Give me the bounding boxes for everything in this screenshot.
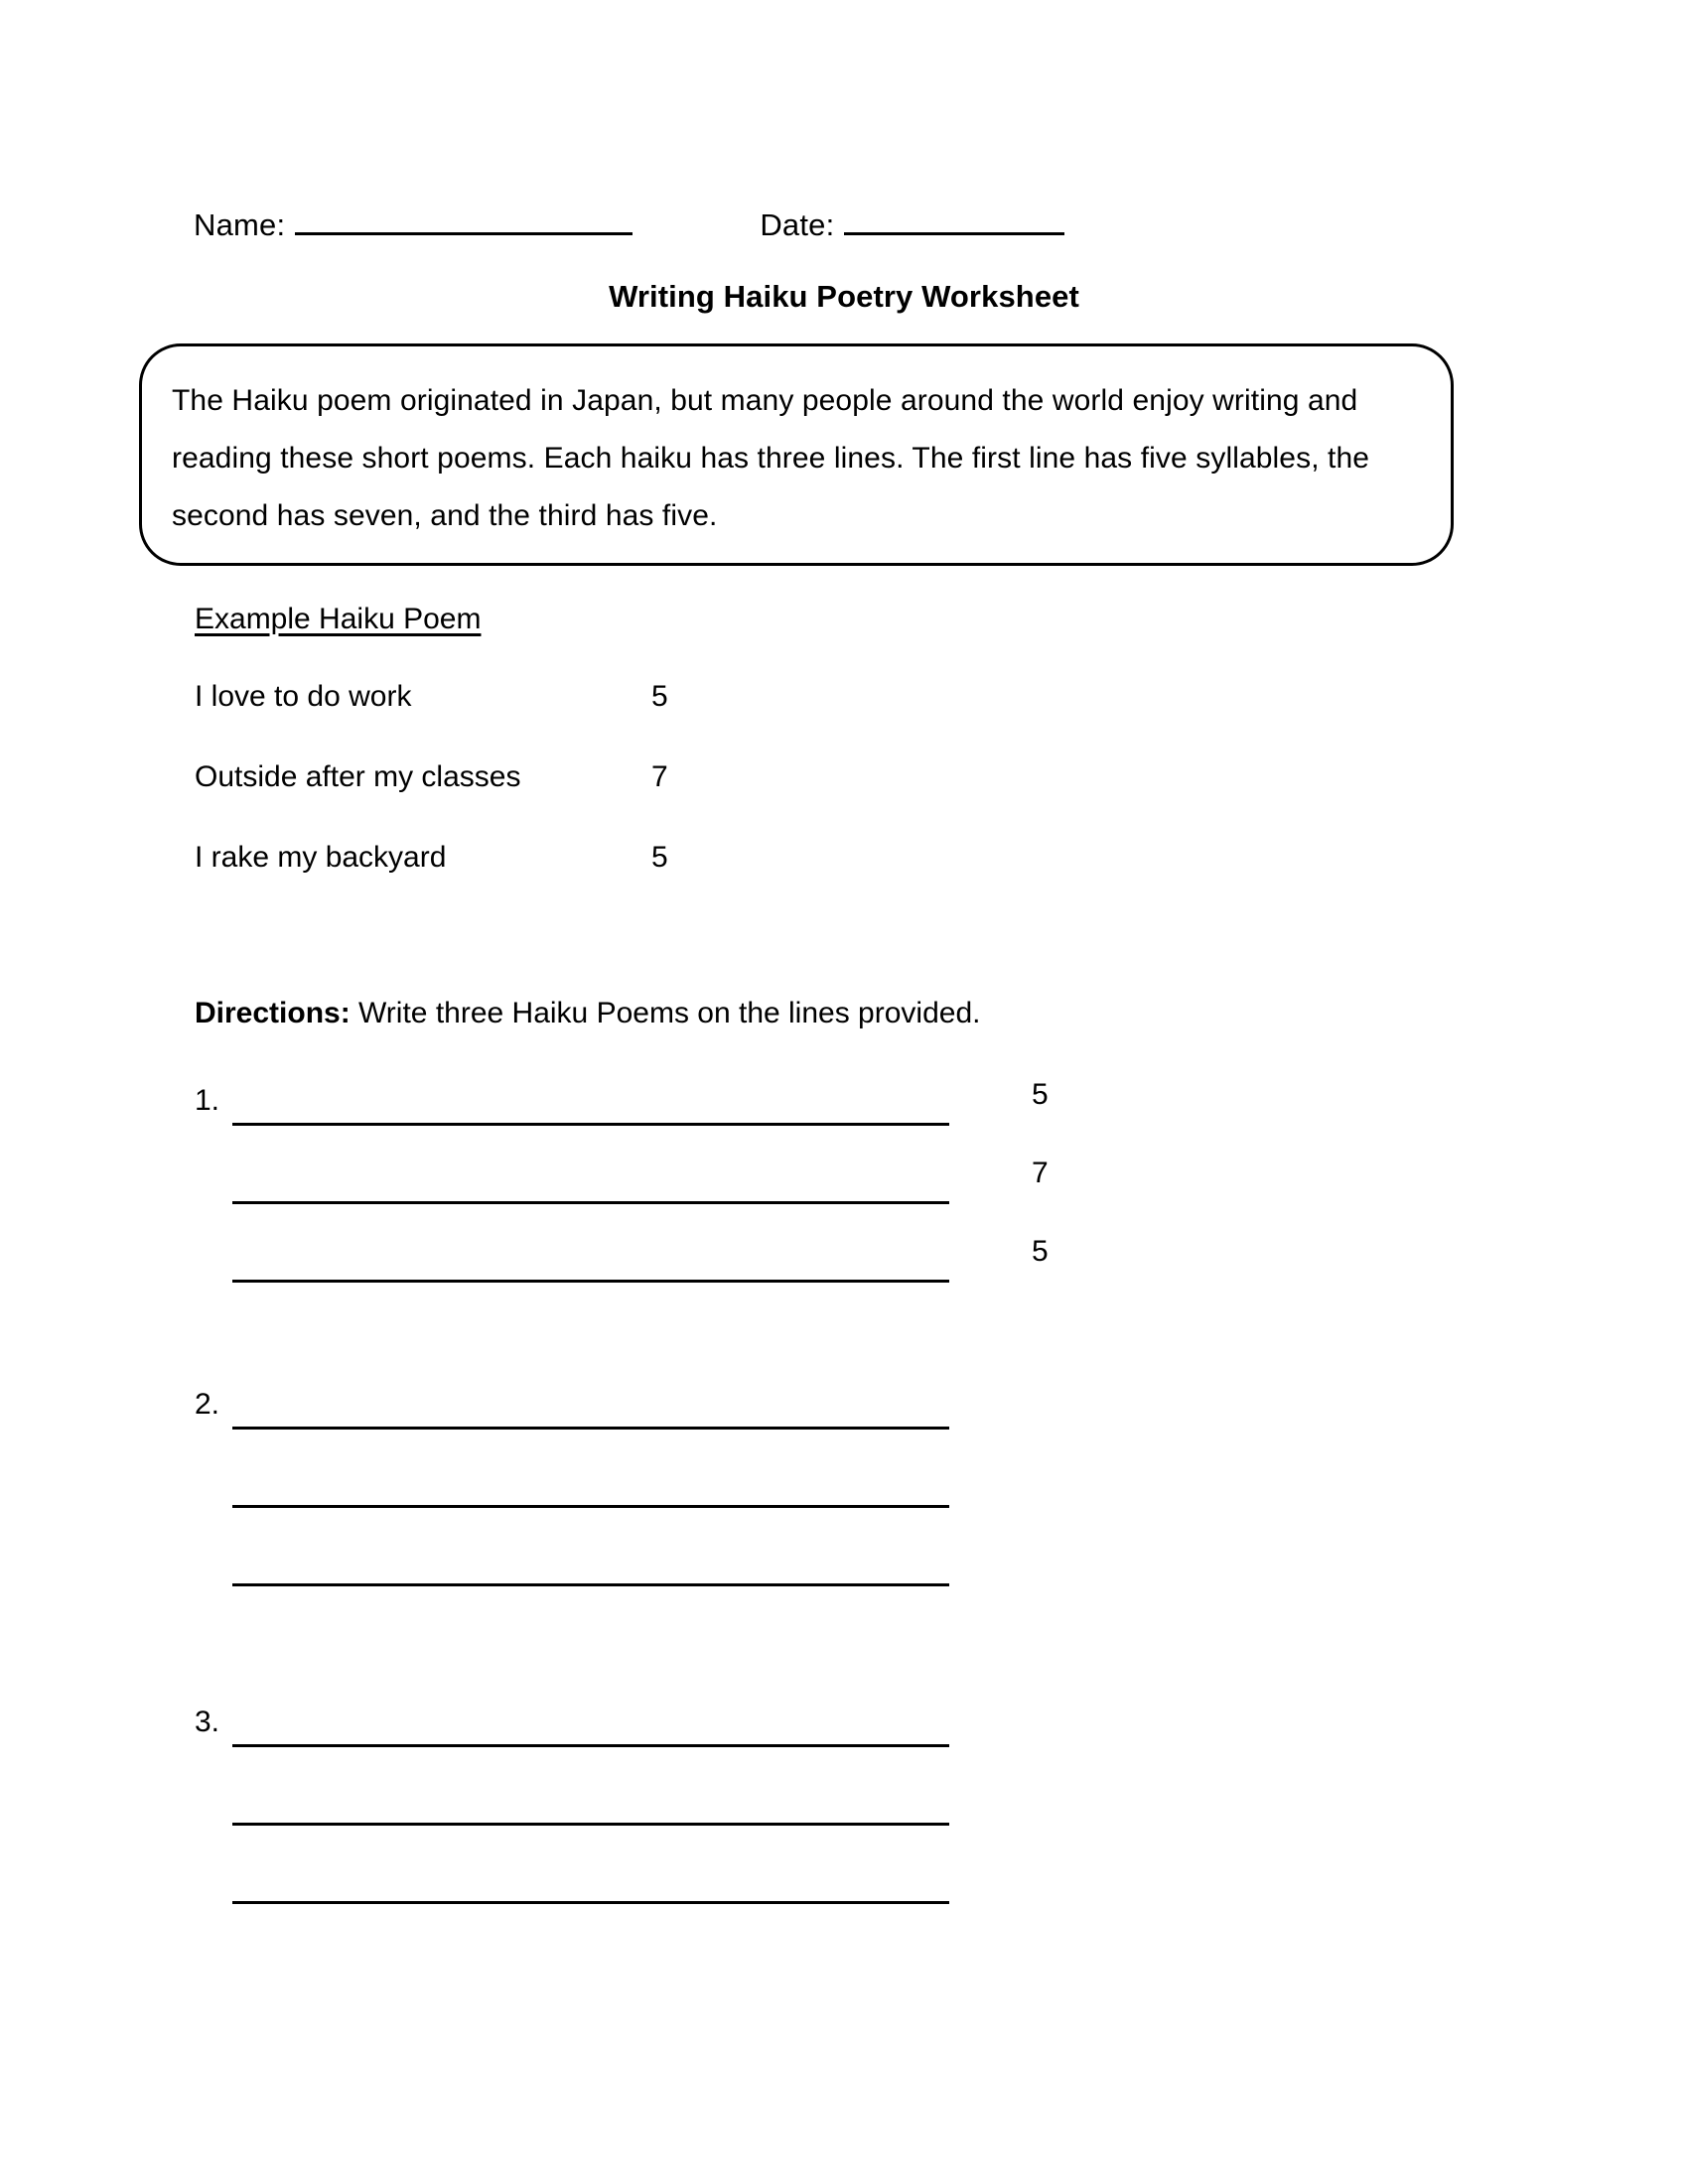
answer-row — [195, 1233, 1346, 1311]
example-poem-line: I rake my backyard — [195, 841, 447, 874]
example-syllable-count: 5 — [651, 841, 668, 874]
intro-paragraph: The Haiku poem originated in Japan, but many people around the world enjoy writing and reading these short poems. Each haiku has three lines. The first line has five syllables, the second has seven, and the third has five. — [172, 384, 1370, 532]
answer-number: 2. — [195, 1388, 220, 1421]
answer-row — [195, 1076, 1346, 1155]
answer-row — [195, 1380, 1346, 1458]
example-poem-list — [195, 680, 890, 921]
name-field-group — [194, 203, 633, 242]
example-poem-row — [195, 680, 890, 760]
intro-callout-box — [139, 343, 1454, 566]
name-input-line[interactable] — [295, 203, 633, 235]
answer-syllable-count: 5 — [1032, 1078, 1049, 1111]
answer-syllable-count: 7 — [1032, 1157, 1049, 1189]
page-title: Writing Haiku Poetry Worksheet — [609, 279, 1079, 314]
answer-write-line[interactable] — [232, 1583, 949, 1586]
directions-body: Write three Haiku Poems on the lines provided. — [350, 997, 981, 1029]
answer-syllable-count: 5 — [1032, 1235, 1049, 1268]
example-poem-line: Outside after my classes — [195, 760, 521, 793]
student-info-header — [194, 195, 1494, 242]
answer-row — [195, 1854, 1346, 1933]
example-poem-row — [195, 760, 890, 841]
directions-text — [195, 996, 980, 1031]
answer-number: 3. — [195, 1706, 220, 1738]
answer-number: 1. — [195, 1084, 220, 1117]
answer-write-line[interactable] — [232, 1280, 949, 1283]
answer-write-line[interactable] — [232, 1201, 949, 1204]
answer-row — [195, 1537, 1346, 1615]
example-poem-row — [195, 841, 890, 921]
date-label: Date: — [760, 207, 835, 242]
answer-write-line[interactable] — [232, 1823, 949, 1826]
answer-block-2 — [195, 1380, 1346, 1615]
answer-row — [195, 1776, 1346, 1854]
date-input-line[interactable] — [844, 203, 1064, 235]
answer-write-line[interactable] — [232, 1427, 949, 1430]
answer-write-line[interactable] — [232, 1901, 949, 1904]
answer-row — [195, 1698, 1346, 1776]
directions-label: Directions: — [195, 997, 351, 1029]
example-syllable-count: 5 — [651, 680, 668, 713]
answer-write-line[interactable] — [232, 1505, 949, 1508]
answer-block-3 — [195, 1698, 1346, 1933]
answer-row — [195, 1458, 1346, 1537]
example-heading: Example Haiku Poem — [195, 603, 482, 635]
example-poem-line: I love to do work — [195, 680, 412, 713]
answer-row — [195, 1155, 1346, 1233]
answer-write-line[interactable] — [232, 1123, 949, 1126]
answer-block-1 — [195, 1076, 1346, 1311]
example-syllable-count: 7 — [651, 760, 668, 793]
name-label: Name: — [194, 207, 286, 242]
date-field-group — [760, 203, 1064, 242]
answer-write-line[interactable] — [232, 1744, 949, 1747]
